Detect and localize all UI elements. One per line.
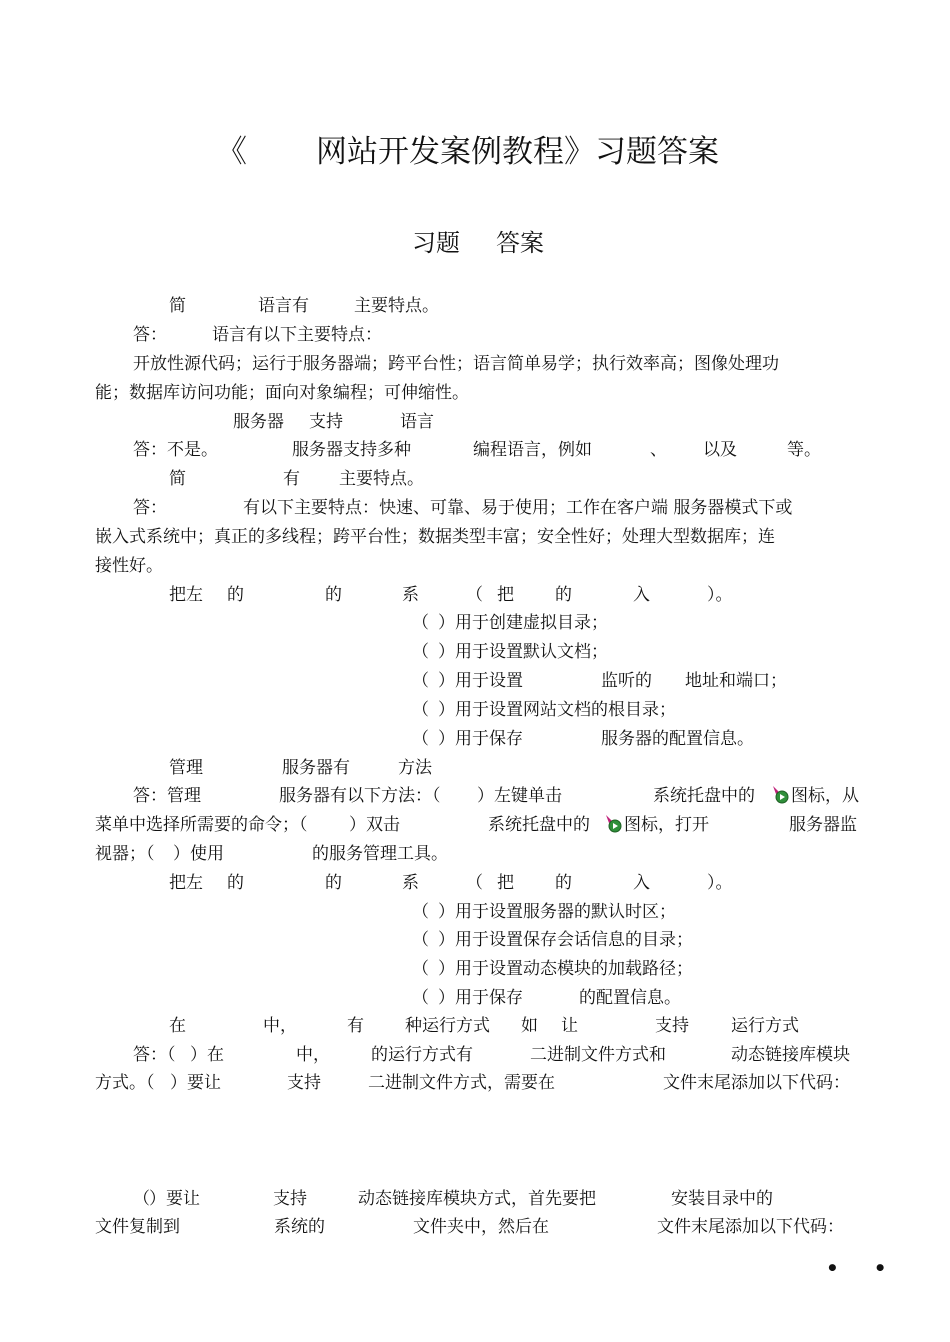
q4-seg: 的: [325, 585, 342, 605]
a7-seg: 系统的: [274, 1217, 325, 1237]
list-item: 地址和端口；: [685, 671, 787, 691]
list-item: ）用于设置: [438, 671, 523, 691]
a2-seg: 以及: [703, 440, 737, 460]
a2-seg: 答：不是。: [133, 440, 218, 460]
a7-seg: 支持: [287, 1073, 321, 1093]
q7-seg: 中，: [263, 1016, 297, 1036]
footer-dots: • •: [826, 1256, 901, 1280]
a7-seg: 文件复制到: [95, 1217, 180, 1237]
a1-body: 能；数据库访问功能；面向对象编程；可伸缩性。: [95, 383, 469, 403]
q6-seg: 的: [325, 873, 342, 893]
list-item: （: [412, 729, 429, 749]
a7-seg: 支持: [273, 1189, 307, 1209]
list-item: ）用于设置网站文档的根目录；: [438, 700, 676, 720]
q1-seg: 主要特点。: [354, 296, 439, 316]
a5-seg: 系统托盘中的: [653, 786, 755, 806]
q6-seg: 把: [497, 873, 514, 893]
q4-seg: （: [466, 585, 483, 605]
list-item: 的配置信息。: [579, 988, 681, 1008]
a7-seg: ）在: [190, 1045, 224, 1065]
q7-seg: 运行方式: [731, 1016, 799, 1036]
list-item: 服务器的配置信息。: [601, 729, 754, 749]
a1-body: 开放性源代码；运行于服务器端；跨平台性；语言简单易学；执行效率高；图像处理功: [133, 354, 779, 374]
list-item: ）用于设置服务器的默认时区；: [438, 902, 676, 922]
a5-seg: 服务器有以下方法：（: [279, 786, 441, 806]
a7-seg: 安装目录中的: [671, 1189, 773, 1209]
a3-seg: 有以下主要特点：快速、可靠、易于使用；工作在客户端 服务器模式下或: [243, 498, 793, 518]
a5-seg: ）使用: [173, 844, 224, 864]
list-item: 监听的: [601, 671, 652, 691]
a2-seg: 服务器支持多种: [292, 440, 411, 460]
a5-seg: 系统托盘中的: [488, 815, 590, 835]
a7-seg: （: [133, 1189, 150, 1209]
a3-body: 接性好。: [95, 556, 163, 576]
a5-seg: 服务器监: [789, 815, 857, 835]
q7-seg: 如: [521, 1016, 538, 1036]
list-item: （: [412, 700, 429, 720]
list-item: ）用于设置默认文档；: [438, 642, 608, 662]
q5-seg: 方法: [398, 758, 432, 778]
a5-seg: 答：管理: [133, 786, 201, 806]
q2-seg: 语言: [400, 412, 434, 432]
q3-seg: 简: [169, 469, 186, 489]
q5-seg: 服务器有: [282, 758, 350, 778]
q7-seg: 让: [561, 1016, 578, 1036]
a7-seg: 动态链接库模块: [731, 1045, 850, 1065]
a7-seg: 二进制文件方式和: [530, 1045, 666, 1065]
q3-seg: 主要特点。: [339, 469, 424, 489]
a5-seg: 的服务管理工具。: [312, 844, 448, 864]
list-item: （: [412, 988, 429, 1008]
a1-seg: 答：: [133, 325, 167, 345]
list-item: ）用于设置动态模块的加载路径；: [438, 959, 693, 979]
q4-seg: 入: [633, 585, 650, 605]
list-item: ）用于创建虚拟目录；: [438, 613, 608, 633]
q4-seg: 的: [555, 585, 572, 605]
q6-seg: 入: [633, 873, 650, 893]
q7-seg: 支持: [655, 1016, 689, 1036]
a7-seg: ）要让: [149, 1189, 200, 1209]
page-title: 网站开发案例教程》习题答案: [316, 134, 719, 170]
a7-seg: 方式。（: [95, 1073, 155, 1093]
a2-seg: 等。: [787, 440, 821, 460]
a2-seg: 、: [650, 440, 667, 460]
a7-seg: 文件末尾添加以下代码：: [657, 1217, 844, 1237]
a7-seg: 答：（: [133, 1045, 176, 1065]
a5-seg: 图标，从: [791, 786, 859, 806]
a1-seg: 语言有以下主要特点：: [212, 325, 382, 345]
list-item: （: [412, 613, 429, 633]
list-item: （: [412, 959, 429, 979]
list-item: （: [412, 930, 429, 950]
list-item: ）用于设置保存会话信息的目录；: [438, 930, 693, 950]
a7-seg: 的运行方式有: [371, 1045, 473, 1065]
q7-seg: 种运行方式: [405, 1016, 490, 1036]
a7-seg: 中，: [296, 1045, 330, 1065]
list-item: （: [412, 642, 429, 662]
q4-seg: 把左: [169, 585, 203, 605]
q4-seg: 把: [497, 585, 514, 605]
a5-seg: 视器；（: [95, 844, 155, 864]
list-item: ）用于保存: [438, 988, 523, 1008]
q6-seg: 把左: [169, 873, 203, 893]
q3-seg: 有: [283, 469, 300, 489]
subtitle-b: 答案: [496, 229, 544, 257]
q4-seg: 的: [227, 585, 244, 605]
q7-seg: 在: [169, 1016, 186, 1036]
a3-body: 嵌入式系统中；真正的多线程；跨平台性；数据类型丰富；安全性好；处理大型数据库；连: [95, 527, 775, 547]
q4-seg: ）。: [707, 585, 733, 605]
q1-seg: 语言有: [258, 296, 309, 316]
a7-seg: ）要让: [170, 1073, 221, 1093]
a7-seg: 动态链接库模块方式，首先要把: [358, 1189, 596, 1209]
a2-seg: 编程语言，例如: [473, 440, 592, 460]
a5-seg: 图标，打开: [624, 815, 709, 835]
a5-seg: ）双击: [349, 815, 400, 835]
a7-seg: 文件末尾添加以下代码：: [663, 1073, 850, 1093]
app-tray-icon: [604, 814, 622, 834]
list-item: ）用于保存: [438, 729, 523, 749]
q6-seg: 的: [555, 873, 572, 893]
a7-seg: 二进制文件方式，需要在: [368, 1073, 555, 1093]
q7-seg: 有: [347, 1016, 364, 1036]
q5-seg: 管理: [169, 758, 203, 778]
app-tray-icon: [771, 785, 789, 805]
title-left-mark: 《: [216, 134, 247, 170]
a3-seg: 答：: [133, 498, 167, 518]
a5-seg: 菜单中选择所需要的命令；（: [95, 815, 308, 835]
q1-seg: 简: [169, 296, 186, 316]
list-item: （: [412, 671, 429, 691]
q6-seg: 的: [227, 873, 244, 893]
a7-seg: 文件夹中，然后在: [413, 1217, 549, 1237]
q2-seg: 支持: [309, 412, 343, 432]
q6-seg: 系: [402, 873, 419, 893]
q6-seg: ）。: [707, 873, 733, 893]
subtitle-a: 习题: [412, 229, 460, 257]
q4-seg: 系: [402, 585, 419, 605]
q2-seg: 服务器: [233, 412, 284, 432]
q6-seg: （: [466, 873, 483, 893]
a5-seg: ）左键单击: [477, 786, 562, 806]
list-item: （: [412, 902, 429, 922]
